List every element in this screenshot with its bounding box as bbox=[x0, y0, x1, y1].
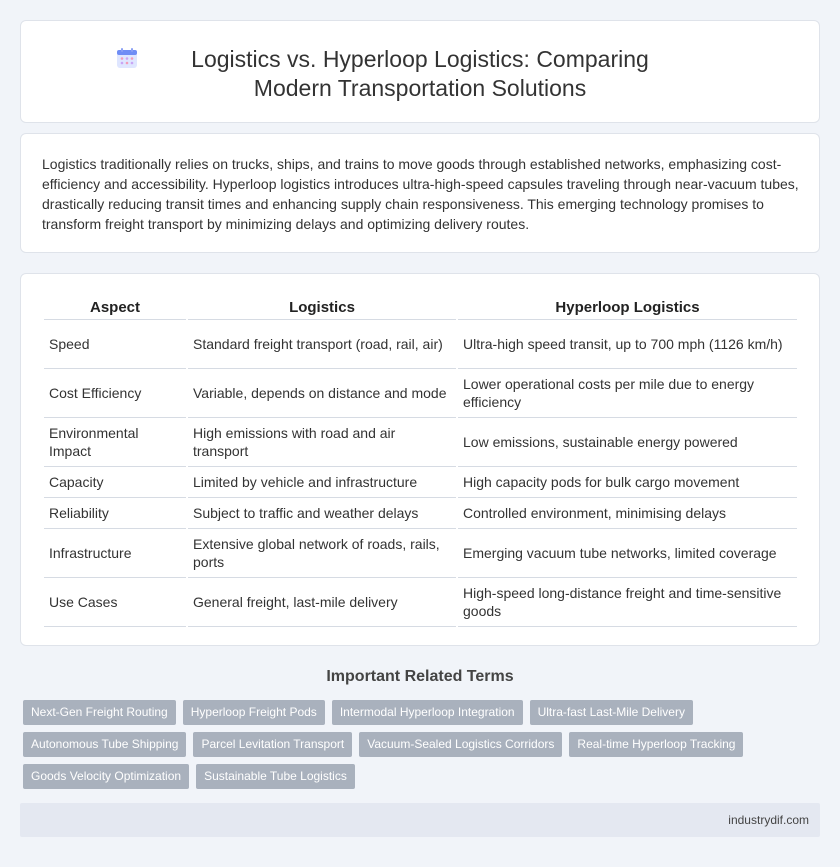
related-terms-title: Important Related Terms bbox=[326, 668, 514, 685]
table-cell: Extensive global network of roads, rails, ports bbox=[188, 529, 456, 578]
related-term-tag[interactable]: Goods Velocity Optimization bbox=[23, 764, 189, 789]
table-cell: General freight, last-mile delivery bbox=[188, 578, 456, 627]
table-cell: High-speed long-distance freight and time-sensitive goods bbox=[458, 578, 797, 627]
table-cell: High capacity pods for bulk cargo movement bbox=[458, 467, 797, 498]
table-cell: Environmental Impact bbox=[44, 418, 186, 467]
column-header-logistics: Logistics bbox=[188, 296, 456, 320]
related-term-tag[interactable]: Parcel Levitation Transport bbox=[193, 732, 352, 757]
table-cell: Infrastructure bbox=[44, 529, 186, 578]
table-cell: Capacity bbox=[44, 467, 186, 498]
related-term-tag[interactable]: Intermodal Hyperloop Integration bbox=[332, 700, 523, 725]
related-term-tag[interactable]: Vacuum-Sealed Logistics Corridors bbox=[359, 732, 562, 757]
table-row bbox=[44, 418, 797, 467]
table-row bbox=[44, 529, 797, 578]
table-row bbox=[44, 369, 797, 418]
tag-row bbox=[23, 764, 813, 789]
tag-row bbox=[23, 700, 813, 725]
table-row bbox=[44, 578, 797, 627]
related-term-tag[interactable]: Next-Gen Freight Routing bbox=[23, 700, 176, 725]
page-title: Logistics vs. Hyperloop Logistics: Comparing Modern Transportation Solutions bbox=[191, 46, 649, 101]
table-cell: Variable, depends on distance and mode bbox=[188, 369, 456, 418]
table-cell: Cost Efficiency bbox=[44, 369, 186, 418]
related-term-tag[interactable]: Autonomous Tube Shipping bbox=[23, 732, 186, 757]
comparison-table-card bbox=[20, 273, 820, 646]
table-cell: Ultra-high speed transit, up to 700 mph (1126 km/h) bbox=[458, 320, 797, 369]
table-cell: Lower operational costs per mile due to energy efficiency bbox=[458, 369, 797, 418]
column-header-hyperloop: Hyperloop Logistics bbox=[458, 296, 797, 320]
table-row bbox=[44, 320, 797, 369]
footer-bar bbox=[20, 803, 820, 837]
table-row bbox=[44, 467, 797, 498]
table-cell: Controlled environment, minimising delays bbox=[458, 498, 797, 529]
table-cell: Limited by vehicle and infrastructure bbox=[188, 467, 456, 498]
related-term-tag[interactable]: Sustainable Tube Logistics bbox=[196, 764, 355, 789]
table-cell: Low emissions, sustainable energy powered bbox=[458, 418, 797, 467]
footer-site-name: industrydif.com bbox=[728, 813, 809, 827]
table-cell: Speed bbox=[44, 320, 186, 369]
table-cell: Emerging vacuum tube networks, limited coverage bbox=[458, 529, 797, 578]
table-cell: High emissions with road and air transport bbox=[188, 418, 456, 467]
header-card bbox=[20, 20, 820, 123]
table-cell: Reliability bbox=[44, 498, 186, 529]
intro-paragraph: Logistics traditionally relies on trucks, ships, and trains to move goods through established networks, emphasizing cost-efficiency and accessibility. Hyperloop logistics introduces ultra-high-speed capsules traveling through near-vacuum tubes, drastically reducing transit times and enhancing supply chain responsiveness. This emerging technology promises to transform freight transport by minimizing delays and optimizing delivery routes. bbox=[42, 156, 799, 232]
related-term-tag[interactable]: Ultra-fast Last-Mile Delivery bbox=[530, 700, 693, 725]
column-header-aspect: Aspect bbox=[44, 296, 186, 320]
table-cell: Subject to traffic and weather delays bbox=[188, 498, 456, 529]
tag-row bbox=[23, 732, 813, 757]
table-cell: Use Cases bbox=[44, 578, 186, 627]
related-term-tag[interactable]: Hyperloop Freight Pods bbox=[183, 700, 325, 725]
related-term-tag[interactable]: Real-time Hyperloop Tracking bbox=[569, 732, 743, 757]
table-row bbox=[44, 498, 797, 529]
table-header-row bbox=[44, 296, 797, 320]
related-terms-tags bbox=[23, 700, 813, 796]
table-cell: Standard freight transport (road, rail, air) bbox=[188, 320, 456, 369]
comparison-table bbox=[42, 296, 799, 627]
intro-card bbox=[20, 133, 820, 253]
